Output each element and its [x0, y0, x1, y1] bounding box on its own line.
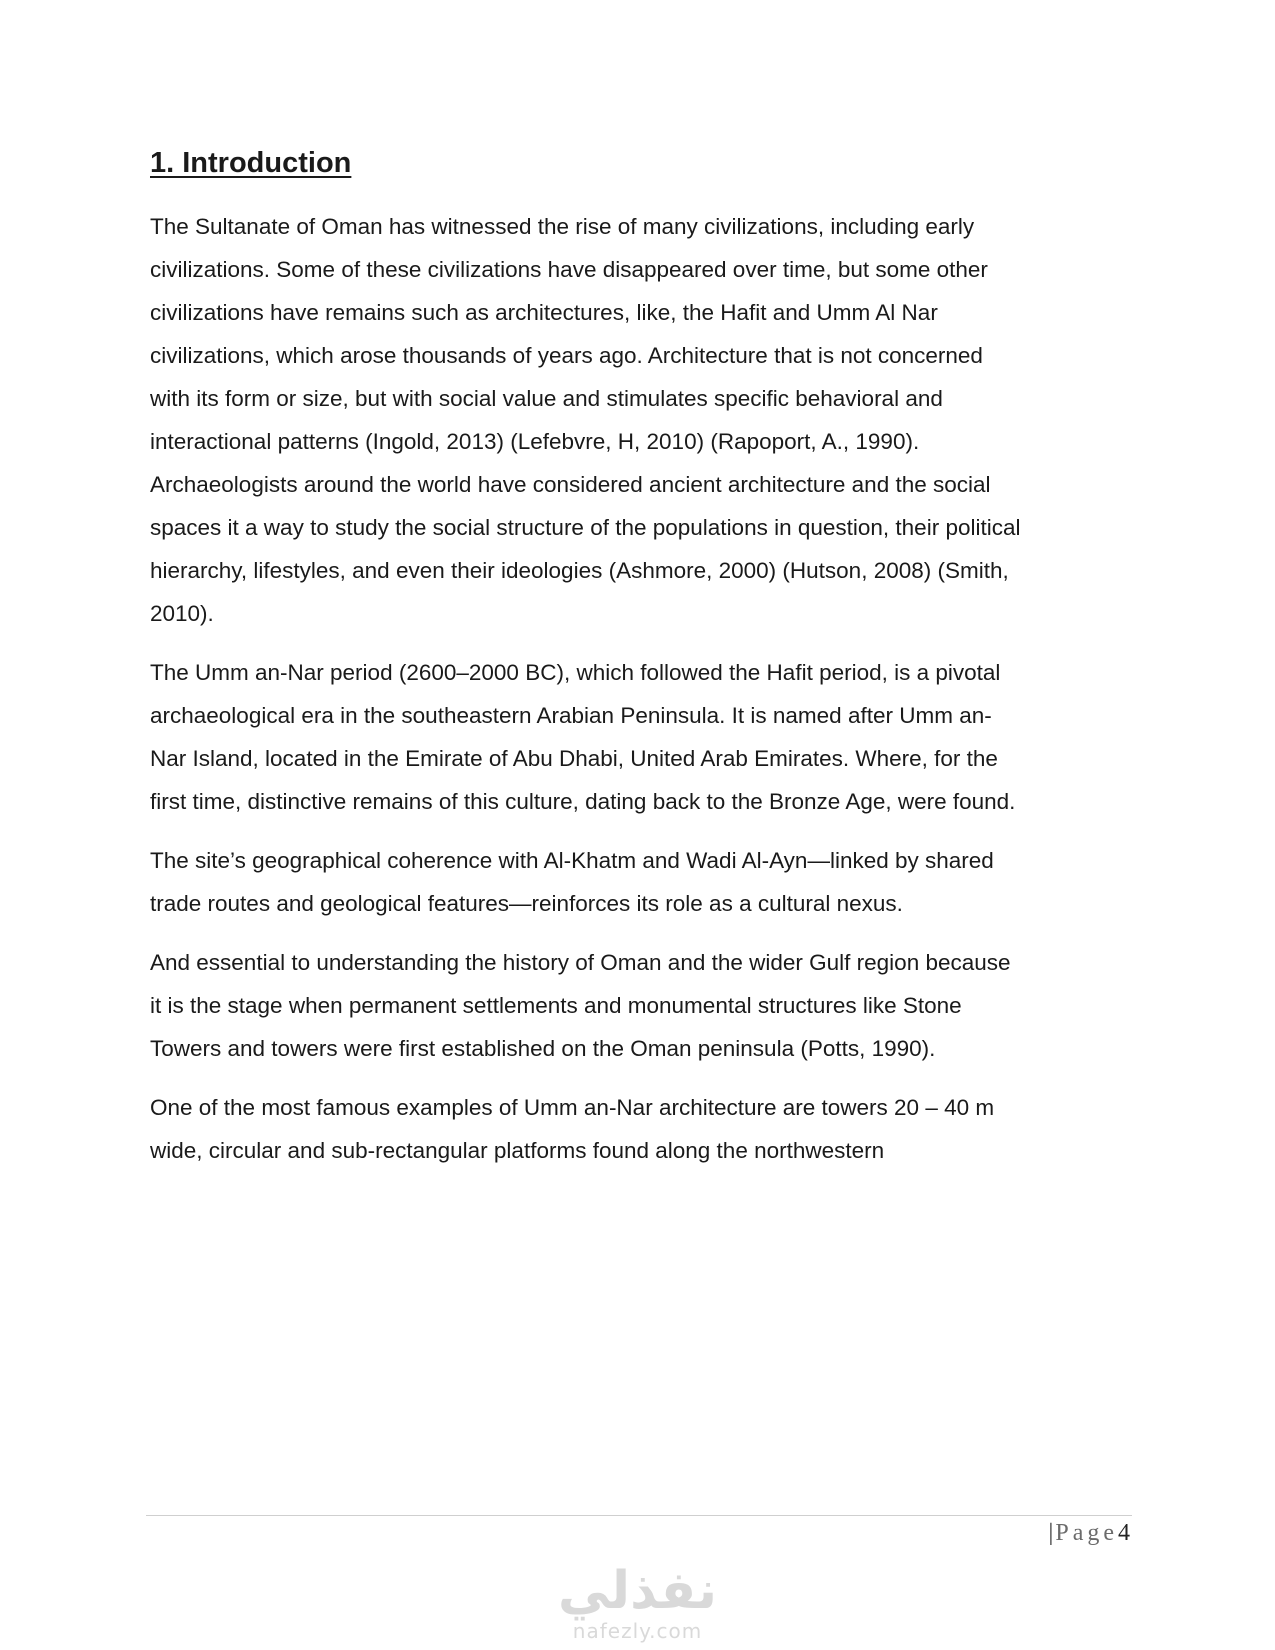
section-heading: 1. Introduction [150, 147, 352, 179]
paragraph-line: civilizations, which arose thousands of years ago. Architecture that is not concerned [150, 342, 983, 368]
page-content [150, 145, 1132, 1188]
paragraph-line: The Sultanate of Oman has witnessed the rise of many civilizations, including early [150, 213, 975, 239]
paragraph-line: Nar Island, located in the Emirate of Abu Dhabi, United Arab Emirates. Where, for the [150, 745, 998, 771]
paragraph-line: The site’s geographical coherence with Al-Khatm and Wadi Al-Ayn—linked by shared [150, 847, 994, 873]
paragraph-line: wide, circular and sub-rectangular platforms found along the northwestern [150, 1137, 885, 1163]
paragraph-line: spaces it a way to study the social structure of the populations in question, their political [150, 514, 1021, 540]
page-number-value: 4 [1118, 1520, 1130, 1546]
paragraph-line: it is the stage when permanent settlements and monumental structures like Stone [150, 992, 962, 1018]
paragraph-5 [150, 1086, 1132, 1172]
footer-divider [146, 1515, 1132, 1516]
paragraph-line: with its form or size, but with social value and stimulates specific behavioral and [150, 385, 943, 411]
page-separator: | [1048, 1520, 1056, 1546]
paragraph-line: The Umm an-Nar period (2600–2000 BC), which followed the Hafit period, is a pivotal [150, 659, 1001, 685]
watermark-logo [0, 1561, 1275, 1643]
paragraph-line: first time, distinctive remains of this culture, dating back to the Bronze Age, were found. [150, 788, 1016, 814]
watermark-url: nafezly.com [572, 1619, 703, 1643]
paragraph-line: civilizations. Some of these civilizations have disappeared over time, but some other [150, 256, 988, 282]
paragraph-4 [150, 941, 1132, 1070]
paragraph-line: interactional patterns (Ingold, 2013) (Lefebvre, H, 2010) (Rapoport, A., 1990). [150, 428, 920, 454]
paragraph-1 [150, 205, 1132, 635]
paragraph-line: One of the most famous examples of Umm an-Nar architecture are towers 20 – 40 m [150, 1094, 995, 1120]
paragraph-line: civilizations have remains such as architectures, like, the Hafit and Umm Al Nar [150, 299, 938, 325]
paragraph-line: Archaeologists around the world have considered ancient architecture and the social [150, 471, 991, 497]
paragraph-line: Towers and towers were first established on the Oman peninsula (Potts, 1990). [150, 1035, 936, 1061]
paragraph-2 [150, 651, 1132, 823]
paragraph-line: trade routes and geological features—reinforces its role as a cultural nexus. [150, 890, 903, 916]
paragraph-line: 2010). [150, 600, 214, 626]
paragraph-line: And essential to understanding the history of Oman and the wider Gulf region because [150, 949, 1011, 975]
paragraph-3 [150, 839, 1132, 925]
paragraph-line: hierarchy, lifestyles, and even their ideologies (Ashmore, 2000) (Hutson, 2008) (Smith, [150, 557, 1009, 583]
watermark-arabic: نفذلي [557, 1561, 718, 1621]
page-number [1049, 1520, 1130, 1547]
page-label: Page [1055, 1520, 1118, 1546]
paragraph-line: archaeological era in the southeastern Arabian Peninsula. It is named after Umm an- [150, 702, 992, 728]
